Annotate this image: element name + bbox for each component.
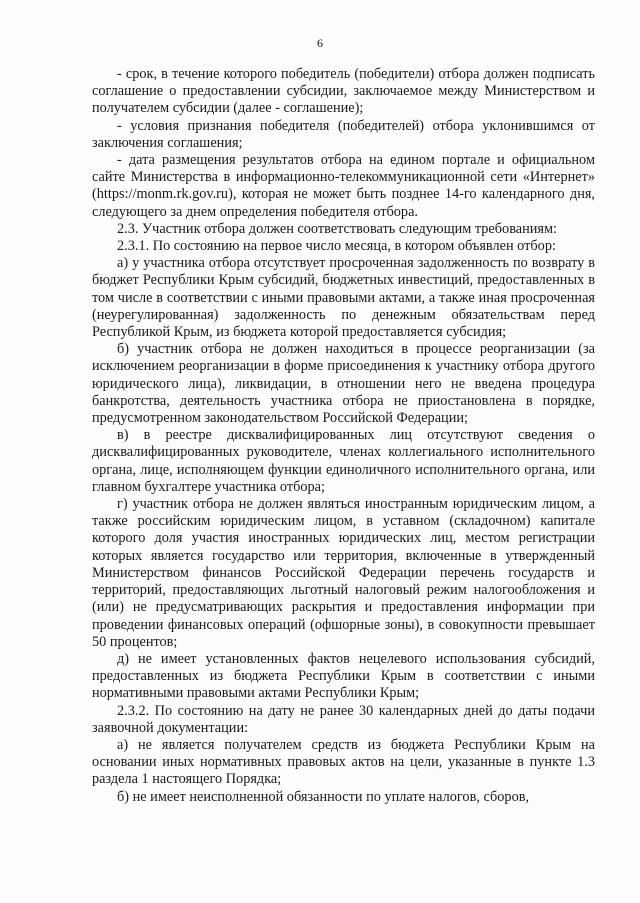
paragraph-agreement-deadline: - срок, в течение которого победитель (победители) отбора должен подписать соглашение о предоставлении субсидии, заключаемое между Министерством и получателем субсидии (далее - соглашение); [92, 66, 595, 117]
paragraph-results-publication: - дата размещения результатов отбора на едином портале и официальном сайте Министерства в информационно-телекоммуникационной сети «Интернет» (https://monm.rk.gov.ru), которая не может быть позднее 14-го календарного дня, следующего за днем определения победителя отбора. [92, 152, 595, 220]
paragraph-section-2-3: 2.3. Участник отбора должен соответствовать следующим требованиям: [117, 220, 557, 237]
paragraph-item-a-debt: а) у участника отбора отсутствует просроченная задолженность по возврату в бюджет Республики Крым субсидий, бюджетных инвестиций, предоставленных в том числе в соответствии с иными правовыми актами, а также иная просроченная (неурегулированная) задолженность по денежным обязательствам перед Республикой Крым, из бюджета которой предоставляется субсидия; [92, 255, 595, 341]
paragraph-section-2-3-1: 2.3.1. По состоянию на первое число месяца, в котором объявлен отбор: [117, 238, 556, 255]
paragraph-item-b-tax-obligations: б) не имеет неисполненной обязанности по уплате налогов, сборов, [117, 788, 530, 805]
paragraph-item-v-disqualified: в) в реестре дисквалифицированных лиц отсутствуют сведения о дисквалифицированных руководителе, членах коллегиального исполнительного органа, лице, исполняющем функции единоличного исполнительного органа, или главном бухгалтере участника отбора; [92, 427, 595, 495]
paragraph-item-d-misuse: д) не имеет установленных фактов нецелевого использования субсидий, предоставленных из бюджета Республики Крым в соответствии с иными нормативными правовыми актами Республики Крым; [92, 650, 595, 702]
paragraph-section-2-3-2: 2.3.2. По состоянию на дату не ранее 30 календарных дней до даты подачи заявочной документации: [92, 702, 595, 736]
document-body [92, 66, 595, 806]
paragraph-evasion-conditions: - условия признания победителя (победителей) отбора уклонившимся от заключения соглашения; [92, 117, 595, 151]
paragraph-item-g-foreign-entity: г) участник отбора не должен являться иностранным юридическим лицом, а также российским юридическим лицом, в уставном (складочном) капитале которого доля участия иностранных юридических лиц, местом регистрации которых является государство или территория, включенные в утвержденный Министерством финансов Российской Федерации перечень государств и территорий, предоставляющих льготный налоговый режим налогообложения и (или) не предусматривающих раскрытия и предоставления информации при проведении финансовых операций (офшорные зоны), в совокупности превышает 50 процентов; [92, 496, 595, 650]
page-number: 6 [317, 36, 323, 50]
paragraph-item-b-reorganization: б) участник отбора не должен находиться в процессе реорганизации (за исключением реорганизации в форме присоединения к участнику отбора другого юридического лица), ликвидации, в отношении него не введена процедура банкротства, деятельность участника отбора не приостановлена в порядке, предусмотренном законодательством Российской Федерации; [92, 341, 595, 427]
paragraph-item-a-funds-recipient: а) не является получателем средств из бюджета Республики Крым на основании иных нормативных правовых актов на цели, указанные в пункте 1.3 раздела 1 настоящего Порядка; [92, 736, 595, 788]
